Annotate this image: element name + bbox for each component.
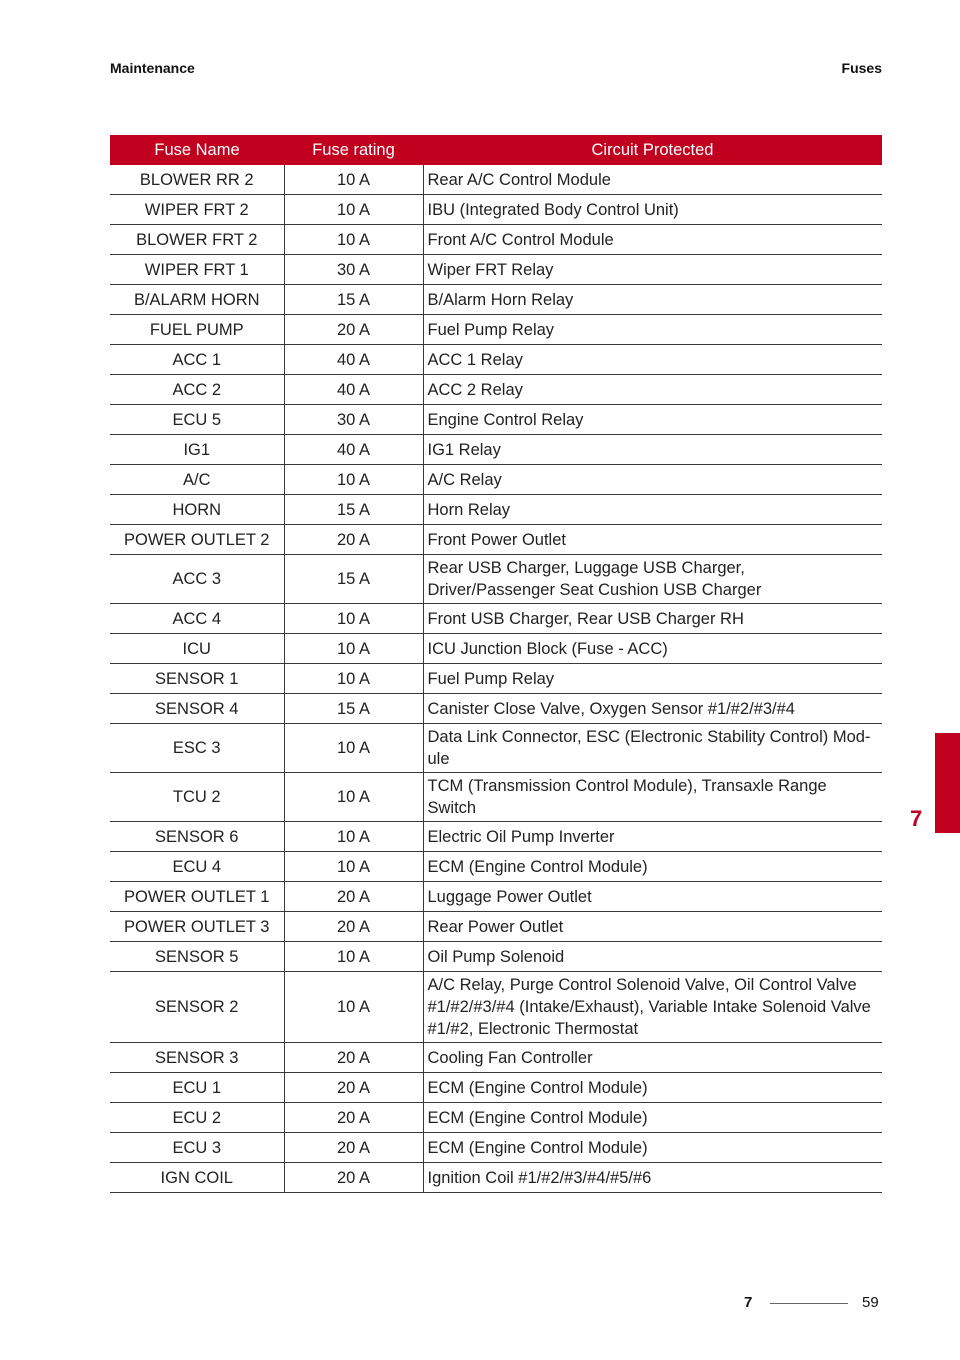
fuse-name-cell: WIPER FRT 2 <box>110 195 284 225</box>
fuse-name-cell: SENSOR 4 <box>110 694 284 724</box>
fuse-name-cell: ECU 2 <box>110 1103 284 1133</box>
fuse-name-cell: FUEL PUMP <box>110 315 284 345</box>
table-row <box>110 345 882 375</box>
fuse-rating-cell: 10 A <box>284 972 423 1043</box>
fuse-rating-cell: 20 A <box>284 1133 423 1163</box>
side-chapter-number: 7 <box>910 806 923 831</box>
fuse-name-cell: ECU 4 <box>110 852 284 882</box>
table-row <box>110 694 882 724</box>
fuse-rating-cell: 20 A <box>284 1103 423 1133</box>
table-row <box>110 724 882 773</box>
table-row <box>110 285 882 315</box>
circuit-protected-cell: B/Alarm Horn Relay <box>423 285 882 315</box>
fuse-rating-cell: 15 A <box>284 495 423 525</box>
fuse-rating-cell: 20 A <box>284 1073 423 1103</box>
fuse-name-cell: BLOWER RR 2 <box>110 165 284 195</box>
table-row <box>110 1043 882 1073</box>
fuse-rating-cell: 10 A <box>284 942 423 972</box>
circuit-protected-cell: Front USB Charger, Rear USB Charger RH <box>423 604 882 634</box>
fuse-name-cell: POWER OUTLET 2 <box>110 525 284 555</box>
fuse-name-cell: IGN COIL <box>110 1163 284 1193</box>
fuse-name-cell: POWER OUTLET 3 <box>110 912 284 942</box>
fuse-rating-cell: 15 A <box>284 285 423 315</box>
table-row <box>110 195 882 225</box>
fuse-rating-cell: 10 A <box>284 852 423 882</box>
table-row <box>110 852 882 882</box>
circuit-protected-cell: Rear USB Charger, Luggage USB Charger, Driver/Passenger Seat Cushion USB Charger <box>423 555 882 604</box>
fuse-name-cell: ECU 1 <box>110 1073 284 1103</box>
table-row <box>110 634 882 664</box>
table-row <box>110 405 882 435</box>
footer-divider <box>770 1303 848 1304</box>
table-row <box>110 912 882 942</box>
table-row <box>110 525 882 555</box>
fuse-rating-cell: 15 A <box>284 555 423 604</box>
circuit-protected-cell: Engine Control Relay <box>423 405 882 435</box>
table-row <box>110 882 882 912</box>
fuse-name-cell: ACC 1 <box>110 345 284 375</box>
fuse-rating-cell: 20 A <box>284 315 423 345</box>
circuit-protected-cell: Luggage Power Outlet <box>423 882 882 912</box>
fuse-rating-cell: 10 A <box>284 664 423 694</box>
fuse-rating-cell: 30 A <box>284 255 423 285</box>
fuse-name-cell: SENSOR 3 <box>110 1043 284 1073</box>
circuit-protected-cell: Fuel Pump Relay <box>423 664 882 694</box>
fuse-rating-cell: 10 A <box>284 773 423 822</box>
table-row <box>110 1073 882 1103</box>
fuse-rating-cell: 40 A <box>284 375 423 405</box>
fuse-name-cell: ACC 4 <box>110 604 284 634</box>
fuse-name-cell: IG1 <box>110 435 284 465</box>
table-row <box>110 165 882 195</box>
table-row <box>110 225 882 255</box>
fuse-rating-cell: 20 A <box>284 912 423 942</box>
circuit-protected-cell: Horn Relay <box>423 495 882 525</box>
fuse-name-cell: BLOWER FRT 2 <box>110 225 284 255</box>
circuit-protected-cell: Rear Power Outlet <box>423 912 882 942</box>
circuit-protected-cell: ACC 1 Relay <box>423 345 882 375</box>
circuit-protected-cell: ECM (Engine Control Module) <box>423 1073 882 1103</box>
fuse-name-cell: TCU 2 <box>110 773 284 822</box>
table-row <box>110 255 882 285</box>
circuit-protected-cell: A/C Relay <box>423 465 882 495</box>
table-header-row <box>110 135 882 165</box>
fuse-name-cell: ECU 3 <box>110 1133 284 1163</box>
fuse-table-body <box>110 165 882 1193</box>
fuse-rating-cell: 20 A <box>284 1043 423 1073</box>
header-topic-title: Fuses <box>841 60 882 76</box>
column-header-fuse-rating: Fuse rating <box>284 135 423 165</box>
fuse-name-cell: SENSOR 5 <box>110 942 284 972</box>
circuit-protected-cell: Front A/C Control Module <box>423 225 882 255</box>
table-row <box>110 375 882 405</box>
fuse-name-cell: ACC 2 <box>110 375 284 405</box>
circuit-protected-cell: Front Power Outlet <box>423 525 882 555</box>
fuse-name-cell: ESC 3 <box>110 724 284 773</box>
fuse-rating-cell: 30 A <box>284 405 423 435</box>
fuse-rating-cell: 10 A <box>284 165 423 195</box>
circuit-protected-cell: Canister Close Valve, Oxygen Sensor #1/#2/#3/#4 <box>423 694 882 724</box>
fuse-name-cell: ICU <box>110 634 284 664</box>
table-row <box>110 773 882 822</box>
table-row <box>110 1163 882 1193</box>
fuse-rating-cell: 20 A <box>284 1163 423 1193</box>
fuse-name-cell: ECU 5 <box>110 405 284 435</box>
circuit-protected-cell: IBU (Integrated Body Control Unit) <box>423 195 882 225</box>
fuse-name-cell: SENSOR 2 <box>110 972 284 1043</box>
table-row <box>110 555 882 604</box>
table-row <box>110 822 882 852</box>
circuit-protected-cell: Cooling Fan Controller <box>423 1043 882 1073</box>
circuit-protected-cell: ACC 2 Relay <box>423 375 882 405</box>
fuse-table <box>110 135 882 1193</box>
fuse-rating-cell: 10 A <box>284 604 423 634</box>
table-row <box>110 435 882 465</box>
fuse-rating-cell: 20 A <box>284 525 423 555</box>
circuit-protected-cell: ICU Junction Block (Fuse - ACC) <box>423 634 882 664</box>
circuit-protected-cell: TCM (Transmission Control Module), Transaxle Range Switch <box>423 773 882 822</box>
table-row <box>110 1133 882 1163</box>
fuse-name-cell: B/ALARM HORN <box>110 285 284 315</box>
circuit-protected-cell: Electric Oil Pump Inverter <box>423 822 882 852</box>
circuit-protected-cell: IG1 Relay <box>423 435 882 465</box>
circuit-protected-cell: Rear A/C Control Module <box>423 165 882 195</box>
fuse-name-cell: A/C <box>110 465 284 495</box>
table-row <box>110 495 882 525</box>
fuse-name-cell: WIPER FRT 1 <box>110 255 284 285</box>
fuse-name-cell: HORN <box>110 495 284 525</box>
circuit-protected-cell: ECM (Engine Control Module) <box>423 1133 882 1163</box>
table-row <box>110 1103 882 1133</box>
fuse-rating-cell: 10 A <box>284 465 423 495</box>
circuit-protected-cell: Wiper FRT Relay <box>423 255 882 285</box>
fuse-name-cell: POWER OUTLET 1 <box>110 882 284 912</box>
fuse-rating-cell: 10 A <box>284 634 423 664</box>
fuse-rating-cell: 40 A <box>284 435 423 465</box>
circuit-protected-cell: Fuel Pump Relay <box>423 315 882 345</box>
table-row <box>110 315 882 345</box>
footer-chapter-number: 7 <box>744 1294 753 1311</box>
chapter-side-tab <box>935 733 960 833</box>
circuit-protected-cell: A/C Relay, Purge Control Solenoid Valve, Oil Control Valve #1/#2/#3/#4 (Intake/Exhaust), Variable Intake Solenoid Valve #1/#2, Electronic Thermostat <box>423 972 882 1043</box>
table-row <box>110 465 882 495</box>
circuit-protected-cell: Data Link Connector, ESC (Electronic Stability Control) Mod-ule <box>423 724 882 773</box>
fuse-name-cell: SENSOR 1 <box>110 664 284 694</box>
table-row <box>110 972 882 1043</box>
fuse-rating-cell: 40 A <box>284 345 423 375</box>
footer-page-number: 59 <box>862 1294 879 1311</box>
circuit-protected-cell: ECM (Engine Control Module) <box>423 852 882 882</box>
table-row <box>110 942 882 972</box>
column-header-circuit-protected: Circuit Protected <box>423 135 882 165</box>
fuse-rating-cell: 20 A <box>284 882 423 912</box>
header-section-title: Maintenance <box>110 60 195 76</box>
fuse-rating-cell: 10 A <box>284 724 423 773</box>
table-row <box>110 664 882 694</box>
circuit-protected-cell: ECM (Engine Control Module) <box>423 1103 882 1133</box>
fuse-name-cell: SENSOR 6 <box>110 822 284 852</box>
fuse-name-cell: ACC 3 <box>110 555 284 604</box>
fuse-rating-cell: 10 A <box>284 195 423 225</box>
circuit-protected-cell: Ignition Coil #1/#2/#3/#4/#5/#6 <box>423 1163 882 1193</box>
table-row <box>110 604 882 634</box>
fuse-rating-cell: 15 A <box>284 694 423 724</box>
circuit-protected-cell: Oil Pump Solenoid <box>423 942 882 972</box>
fuse-rating-cell: 10 A <box>284 822 423 852</box>
column-header-fuse-name: Fuse Name <box>110 135 284 165</box>
fuse-rating-cell: 10 A <box>284 225 423 255</box>
